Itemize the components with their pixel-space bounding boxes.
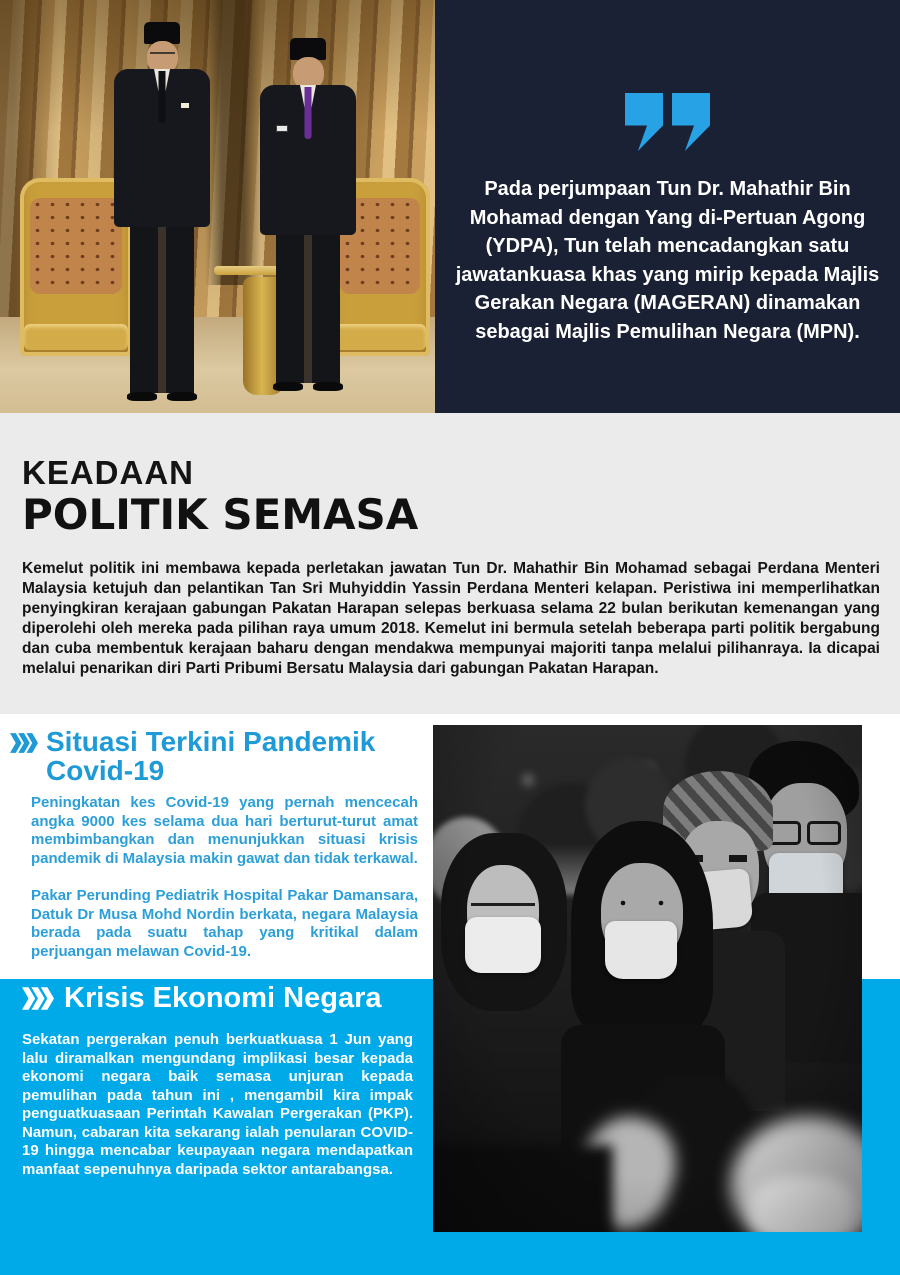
purple-tie bbox=[305, 87, 312, 139]
black-tie bbox=[159, 71, 166, 123]
quote-text: Pada perjumpaan Tun Dr. Mahathir Bin Mohamad dengan Yang di-Pertuan Agong (YDPA), Tun telah mencadangkan satu jawatankuasa khas yang mirip kepada Majlis Gerakan Negara (MAGERAN) dinamakan sebagai Majlis Pemulihan Negara (MPN). bbox=[455, 178, 880, 343]
quote-mark bbox=[672, 93, 710, 151]
triple-chevron-icon bbox=[22, 987, 54, 1010]
covid-paragraph-2: Pakar Perunding Pediatrik Hospital Pakar Damansara, Datuk Dr Musa Mohd Nordin berkata, negara Malaysia berada pada suatu tahap yang kritikal dalam perjuangan melawan Covid-19. bbox=[31, 887, 418, 960]
crowd-masks-photo bbox=[433, 725, 862, 1232]
black-suit bbox=[260, 85, 356, 235]
triple-chevron-icon bbox=[10, 733, 38, 753]
lower-section bbox=[0, 714, 900, 1275]
shoes bbox=[273, 382, 343, 391]
quote-panel bbox=[435, 0, 900, 413]
figure-agong bbox=[103, 22, 221, 401]
black-suit bbox=[114, 69, 210, 227]
economy-heading: Krisis Ekonomi Negara bbox=[64, 982, 382, 1014]
covid-heading: Situasi Terkini Pandemik Covid-19 bbox=[46, 726, 376, 786]
economy-section bbox=[0, 983, 433, 1179]
eyeglasses bbox=[150, 52, 175, 58]
politics-title-line2: POLITIK SEMASA bbox=[22, 489, 419, 539]
name-tag bbox=[276, 125, 288, 132]
pocket-square bbox=[181, 103, 189, 108]
left-column bbox=[0, 714, 433, 1179]
shoes bbox=[127, 392, 197, 401]
photo-vignette bbox=[433, 725, 862, 1232]
trousers bbox=[130, 225, 194, 393]
trousers bbox=[276, 233, 340, 383]
covid-section bbox=[0, 714, 433, 961]
economy-paragraph: Sekatan pergerakan penuh berkuatkuasa 1 Jun yang lalu diramalkan mengundang implikasi besar kepada ekonomi negara baik semasa unjuran kepada pemulihan pada tahun ini , mengambil kira impak penguatkuasaan Perintah Kawalan Pergerakan (PKP). Namun, cabaran kita sekarang ialah penularan COVID-19 hingga mencabar keupayaan negara mendapatkan manfaat sepenuhnya daripada sektor antarabangsa. bbox=[22, 1031, 413, 1178]
economy-section-header bbox=[22, 983, 433, 1014]
covid-section-header bbox=[10, 727, 418, 785]
quote-mark bbox=[625, 93, 663, 151]
politics-section bbox=[0, 413, 900, 714]
politics-title-line1: KEADAAN bbox=[22, 454, 194, 491]
politics-title bbox=[22, 455, 880, 538]
quote-right-icon bbox=[625, 93, 710, 151]
politics-body-text: Kemelut politik ini membawa kepada perletakan jawatan Tun Dr. Mahathir Bin Mohamad sebagai Perdana Menteri Malaysia ketujuh dan pelantikan Tan Sri Muhyiddin Yassin Perdana Menteri kelapan. Peristiwa ini memperlihatkan penyingkiran kerajaan gabungan Pakatan Harapan selepas berkuasa selama 22 bulan berikutan kemenangan yang diperolehi oleh mereka pada pilihan raya umum 2018. Kemelut ini bermula setelah beberapa parti politik bergabung dan cuba membentuk kerajaan baharu dengan mendakwa mempunyai majoriti tanpa melalui pilihanraya. Ia dicapai melalui penarikan diri Parti Pribumi Bersatu Malaysia dari gabungan Pakatan Harapan. bbox=[22, 560, 880, 678]
figure-mahathir bbox=[249, 38, 367, 391]
royal-meeting-photo bbox=[0, 0, 435, 413]
hero-section bbox=[0, 0, 900, 413]
covid-paragraph-1: Peningkatan kes Covid-19 yang pernah mencecah angka 9000 kes selama dua hari berturut-turut amat membimbangkan dan menunjukkan situasi krisis pandemik di Malaysia makin gawat dan tidak terkawal. bbox=[31, 794, 418, 867]
